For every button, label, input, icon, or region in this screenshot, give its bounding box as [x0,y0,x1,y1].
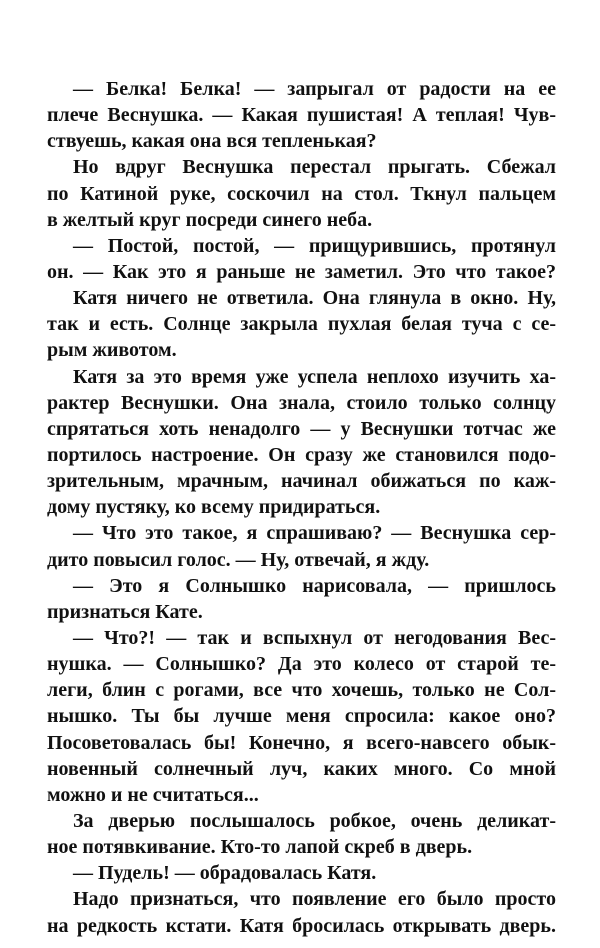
text-line: зрительным, мрачным, начинал обижаться по каж- [47,470,556,493]
text-line: За дверью послышалось робкое, очень деликат- [73,809,556,832]
text-line: Катя ничего не ответила. Она глянула в окно. Ну, [73,287,556,310]
text-line: Посоветовалась бы! Конечно, я всего-навсего обык- [47,731,556,754]
text-line: — Постой, постой, — прищурившись, протянул [73,234,556,257]
text-line: в желтый круг посреди синего неба. [47,208,373,231]
text-line: рактер Веснушки. Она знала, стоило только солнцу [47,391,556,414]
text-line: дому пустяку, ко всему придираться. [47,496,381,519]
text-line: по Катиной руке, соскочил на стол. Ткнул пальцем [47,182,556,205]
text-line: Катя за это время уже успела неплохо изучить ха- [73,365,556,388]
text-line: — Белка! Белка! — запрыгал от радости на ее [73,78,556,100]
text-line: на редкость кстати. Катя бросилась открывать дверь. [47,914,556,937]
text-line: новенный солнечный луч, каких много. Со мной [47,757,556,780]
page-text [47,76,556,939]
text-line: Надо признаться, что появление его было просто [73,888,556,911]
text-line: леги, блин с рогами, все что хочешь, только не Сол- [47,679,556,702]
text-line: Но вдруг Веснушка перестал прыгать. Сбежал [73,156,556,179]
text-line: можно и не считаться... [47,783,259,806]
text-line: дито повысил голос. — Ну, отвечай, я жду. [47,548,430,571]
text-line: портилось настроение. Он сразу же становился подо- [47,443,556,466]
text-line: спрятаться хоть ненадолго — у Веснушки тотчас же [47,417,556,440]
text-line: ствуешь, какая она вся тепленькая? [47,130,377,153]
text-line: — Пудель! — обрадовалась Катя. [73,862,377,885]
text-line: рым животом. [47,339,177,362]
text-line: — Что это такое, я спрашиваю? — Веснушка сер- [73,522,556,545]
text-line: признаться Кате. [47,600,203,623]
text-line: — Что?! — так и вспыхнул от негодования Вес- [73,626,556,649]
text-line: так и есть. Солнце закрыла пухлая белая туча с се- [47,313,556,336]
text-line: нушка. — Солнышко? Да это колесо от старой те- [47,653,556,676]
text-line: ное потявкивание. Кто-то лапой скреб в дверь. [47,836,473,859]
text-line: — Это я Солнышко нарисовала, — пришлось [73,574,556,597]
text-line: он. — Как это я раньше не заметил. Это что такое? [47,260,556,283]
text-line: плече Веснушка. — Какая пушистая! А теплая! Чув- [47,104,556,127]
text-line: нышко. Ты бы лучше меня спросила: какое оно? [47,705,556,728]
